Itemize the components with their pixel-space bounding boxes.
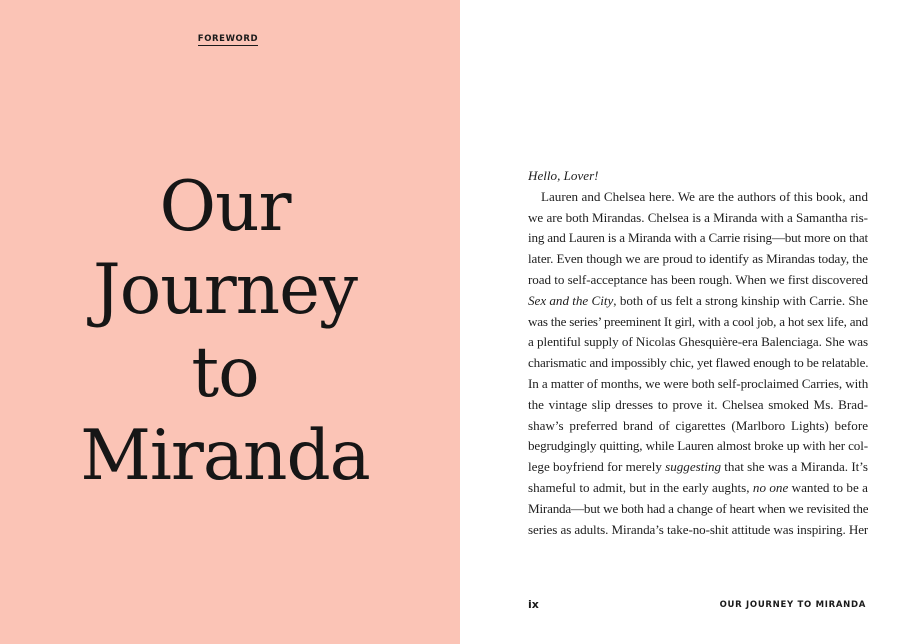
body-line: later. Even though we are proud to identify as Mirandas today, the <box>528 251 868 267</box>
body-line: In a matter of months, we were both self-proclaimed Carries, with <box>528 375 868 391</box>
page-number: ix <box>528 598 539 611</box>
body-line: series as adults. Miranda’s take-no-shit attitude was inspiring. Her <box>528 521 868 537</box>
greeting: Hello, Lover! <box>528 168 599 183</box>
body-line: shameful to admit, but in the early aughts, no one wanted to be a <box>528 479 868 495</box>
chapter-title-line: to <box>191 333 259 413</box>
chapter-title <box>0 166 450 498</box>
italic-phrase: no one <box>752 479 789 495</box>
body-line: charismatic and impossibly chic, yet flawed enough to be relatable. <box>528 355 868 371</box>
body-line: Lauren and Chelsea here. We are the authors of this book, and <box>541 188 868 204</box>
body-line: ing and Lauren is a Miranda with a Carrie rising—but more on that <box>528 230 868 246</box>
body-line: the vintage slip dresses to prove it. Chelsea smoked Ms. Brad- <box>528 396 868 412</box>
body-line: begrudgingly quitting, while Lauren almost broke up with her col- <box>528 438 868 454</box>
body-line: road to self-acceptance has been rough. When we first discovered <box>528 271 868 287</box>
body-line: Sex and the City, both of us felt a strong kinship with Carrie. She <box>528 292 868 308</box>
italic-phrase: suggesting <box>665 459 722 475</box>
body-line: Miranda—but we both had a change of heart when we revisited the <box>528 500 868 516</box>
running-head: OUR JOURNEY TO MIRANDA <box>719 600 866 610</box>
body-text <box>528 166 868 540</box>
body-line: was the series’ preeminent It girl, with a cool job, a hot sex life, and <box>528 313 868 329</box>
italic-phrase: Sex and the City <box>528 292 614 308</box>
body-line: we are both Mirandas. Chelsea is a Miranda with a Samantha ris- <box>528 209 868 225</box>
body-line: lege boyfriend for merely suggesting that she was a Miranda. It’s <box>528 459 868 475</box>
chapter-title-line: Miranda <box>80 416 370 496</box>
chapter-title-line: Journey <box>93 250 357 330</box>
body-line: shaw’s preferred brand of cigarettes (Marlboro Lights) before <box>528 417 868 433</box>
chapter-title-line: Our <box>159 167 291 247</box>
section-label-text: FOREWORD <box>197 34 259 44</box>
section-label <box>0 34 456 44</box>
body-line: a plentiful supply of Nicolas Ghesquière-era Balenciaga. She was <box>528 334 868 350</box>
